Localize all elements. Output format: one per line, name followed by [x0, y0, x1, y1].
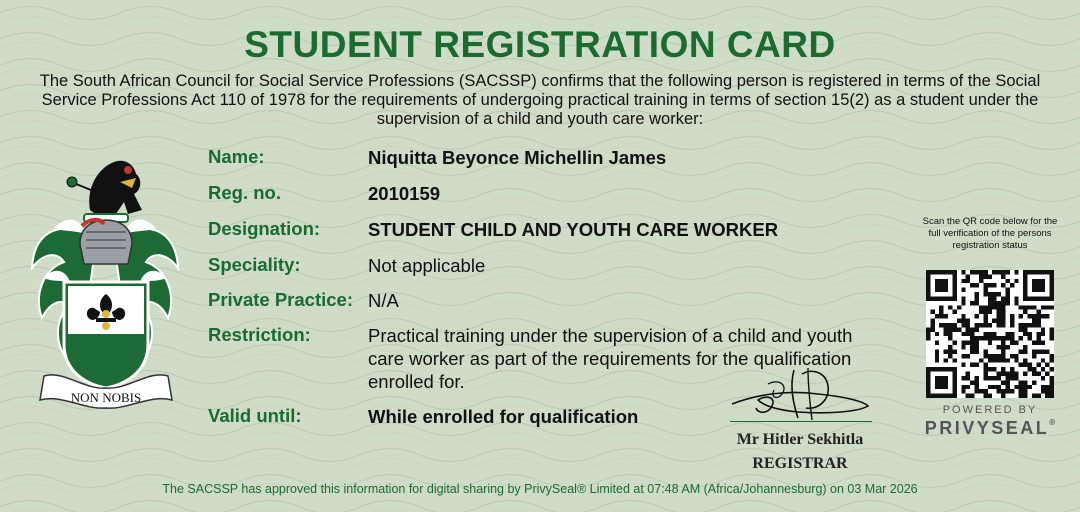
field-value: STUDENT CHILD AND YOUTH CARE WORKER — [368, 219, 779, 240]
field-label: Valid until: — [208, 405, 302, 426]
brand-name: PRIVYSEAL — [924, 418, 1050, 438]
field-value: Practical training under the supervision of a child and youth care worker as part of the requirements for the qualification enrolled for. — [368, 325, 853, 392]
field-value: Niquitta Beyonce Michellin James — [368, 147, 667, 168]
field-value: 2010159 — [368, 183, 441, 204]
field-value: While enrolled for qualification — [368, 406, 639, 427]
card-title: STUDENT REGISTRATION CARD — [244, 24, 836, 65]
field-label: Name: — [208, 146, 265, 167]
field-label: Reg. no. — [208, 182, 281, 203]
qr-code-icon[interactable] — [926, 270, 1054, 398]
signature-line — [730, 421, 872, 422]
signature-icon — [728, 364, 876, 426]
registrar-title: REGISTRAR — [752, 455, 848, 472]
field-label: Private Practice: — [208, 289, 354, 310]
field-value: N/A — [368, 290, 399, 311]
field-label: Speciality: — [208, 254, 301, 275]
footer-note: The SACSSP has approved this information for digital sharing by PrivySeal® Limited at 07:48 AM (Africa/Johannesburg) on 03 Mar 2026 — [162, 482, 918, 496]
field-label: Restriction: — [208, 324, 311, 345]
powered-by-label: POWERED BY — [942, 404, 1038, 416]
motto-text: NON NOBIS — [70, 390, 142, 405]
intro-text: The South African Council for Social Service Professions (SACSSP) confirms that the following person is registered in terms of the Social Service Professions Act 110 of 1978 for the requirements of undergoing practical training in terms of section 15(2) as a student under the supervision of a child and youth care worker: — [39, 72, 1041, 128]
field-label: Designation: — [208, 218, 321, 239]
registrar-name: Mr Hitler Sekhitla — [736, 431, 864, 448]
privyseal-logo — [918, 418, 1062, 439]
qr-instruction: Scan the QR code below for the full verification of the persons registration status — [922, 216, 1058, 251]
field-value: Not applicable — [368, 255, 486, 276]
crest-icon — [24, 148, 186, 410]
brand-mark: ® — [1049, 418, 1056, 427]
